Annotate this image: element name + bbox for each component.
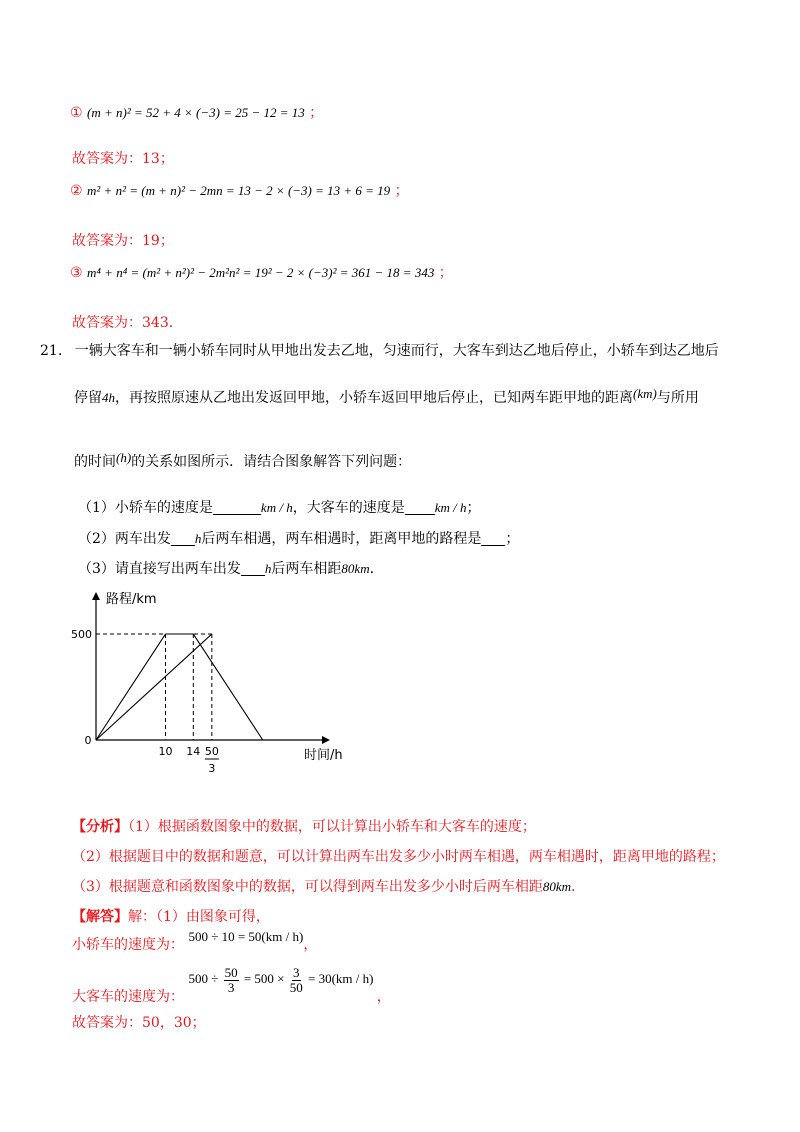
answer-1: 故答案为：13； bbox=[72, 151, 174, 167]
step-3-line bbox=[70, 262, 453, 282]
series-line-1 bbox=[96, 634, 263, 740]
series-line-2 bbox=[96, 634, 212, 740]
solution-tail-1: ， bbox=[303, 937, 318, 953]
x-tick-label-fraction-numerator: 50 bbox=[204, 745, 219, 758]
solution-tail-2: ， bbox=[376, 989, 391, 1006]
x-tick-label-10: 10 bbox=[158, 745, 173, 758]
solution-label-2: 大客车的速度为： bbox=[72, 989, 184, 1006]
solution-label-1: 小轿车的速度为： bbox=[72, 937, 184, 953]
question-3-text-b: 后两车相距 bbox=[271, 561, 342, 577]
fraction-50-over-3 bbox=[224, 966, 239, 995]
origin-label: 0 bbox=[84, 734, 92, 747]
chart-axes bbox=[85, 592, 343, 763]
question-1-text-a: （1）小轿车的速度是 bbox=[78, 500, 213, 516]
question-1-unit-2: km / h bbox=[434, 500, 467, 515]
step-3-marker: ③ bbox=[70, 265, 83, 281]
question-1-text-b: ，大客车的速度是 bbox=[292, 500, 405, 516]
step-3-tail: ； bbox=[438, 265, 453, 281]
step-2-line bbox=[70, 180, 409, 200]
analysis-line-3 bbox=[72, 876, 585, 896]
question-3-text-c: ． bbox=[369, 561, 384, 577]
question-1-unit-1: km / h bbox=[260, 500, 293, 515]
solution-math-2b: = 500 × bbox=[243, 971, 285, 987]
question-1-text-c: ； bbox=[466, 500, 481, 516]
solution-math-2c: = 30(km / h) bbox=[308, 971, 374, 987]
answer-2: 故答案为：19； bbox=[72, 233, 174, 249]
y-axis-label: 路程/km bbox=[106, 592, 157, 607]
question-3-text-a: （3）请直接写出两车出发 bbox=[78, 561, 241, 577]
step-1-expression: (m + n)² = 52 + 4 × (−3) = 25 − 12 = 13 bbox=[87, 105, 305, 120]
fraction-2-numerator: 3 bbox=[293, 965, 300, 980]
problem-math-4h: 4h bbox=[102, 390, 115, 405]
problem-text-3a: 的时间 bbox=[74, 454, 116, 470]
x-tick-label-fraction-denominator: 3 bbox=[208, 762, 216, 775]
problem-text-1: 一辆大客车和一辆小轿车同时从甲地出发去乙地，匀速而行，大客车到达乙地后停止，小轿车到达乙地后 bbox=[74, 343, 719, 359]
analysis-math-80km: 80km bbox=[542, 879, 572, 894]
problem-text-3b: 的关系如图所示．请结合图象解答下列问题： bbox=[131, 454, 412, 470]
question-1-blank-1[interactable] bbox=[213, 500, 261, 515]
question-3-blank[interactable] bbox=[241, 561, 265, 576]
step-1-line bbox=[70, 102, 323, 122]
solution-line-0 bbox=[72, 906, 270, 926]
analysis-line-1 bbox=[72, 816, 536, 836]
fraction-2-denominator: 50 bbox=[289, 980, 303, 995]
question-1-blank-2[interactable] bbox=[405, 500, 435, 515]
problem-unit-h: (h) bbox=[116, 450, 132, 465]
question-2-text-b: 后两车相遇，两车相遇时，距离甲地的路程是 bbox=[201, 531, 482, 547]
analysis-text-3a: （3）根据题意和函数图象中的数据，可以得到两车出发多少小时后两车相距 bbox=[72, 879, 543, 895]
step-2-expression: m² + n² = (m + n)² − 2mn = 13 − 2 × (−3) = 13 + 6 = 19 bbox=[87, 183, 391, 198]
question-2-blank-1[interactable] bbox=[171, 531, 195, 546]
answer-3: 故答案为：343． bbox=[72, 315, 183, 331]
question-3-unit: h bbox=[264, 561, 272, 576]
step-2-tail: ； bbox=[394, 183, 409, 199]
problem-paragraph-2 bbox=[74, 386, 699, 407]
analysis-tag: 【分析】 bbox=[72, 819, 128, 835]
y-tick-label-500: 500 bbox=[71, 628, 92, 641]
analysis-text-1: （1）根据函数图象中的数据，可以计算出小轿车和大客车的速度； bbox=[128, 819, 536, 835]
solution-text-0: 解：（1）由图象可得， bbox=[128, 909, 270, 925]
x-axis-label: 时间/h bbox=[304, 748, 343, 763]
problem-number: 21. bbox=[40, 343, 63, 359]
question-2-text-c: ； bbox=[505, 531, 520, 547]
question-2-blank-2[interactable] bbox=[481, 531, 505, 546]
solution-line-3: 故答案为：50，30； bbox=[72, 1015, 206, 1031]
solution-math-2a: 500 ÷ bbox=[188, 971, 219, 987]
solution-math-1: 500 ÷ 10 = 50(km / h) bbox=[188, 929, 304, 944]
step-1-tail: ； bbox=[309, 105, 324, 121]
question-3 bbox=[78, 558, 384, 578]
x-tick-label-14: 14 bbox=[186, 745, 201, 758]
problem-paragraph-3 bbox=[74, 450, 411, 471]
analysis-text-3b: ． bbox=[571, 879, 586, 895]
x-axis-arrow bbox=[322, 736, 330, 744]
problem-text-2b: ，再按照原速从乙地出发返回甲地，小轿车返回甲地后停止，已知两车距甲地的距离 bbox=[115, 390, 633, 406]
solution-line-2 bbox=[72, 965, 391, 1009]
step-1-marker: ① bbox=[70, 105, 83, 121]
problem-unit-km: (km) bbox=[633, 386, 657, 401]
question-2-text-a: （2）两车出发 bbox=[78, 531, 171, 547]
question-3-math-80km: 80km bbox=[341, 561, 370, 576]
distance-time-chart bbox=[71, 588, 368, 788]
y-axis-arrow bbox=[92, 592, 100, 600]
step-2-marker: ② bbox=[70, 183, 83, 199]
problem-paragraph-1 bbox=[40, 340, 719, 360]
solution-line-1 bbox=[72, 929, 318, 954]
question-2-unit: h bbox=[194, 531, 202, 546]
fraction-1-numerator: 50 bbox=[224, 965, 238, 980]
solution-math-2 bbox=[188, 965, 376, 995]
problem-text-2a: 停留 bbox=[74, 390, 102, 406]
step-3-expression: m⁴ + n⁴ = (m² + n²)² − 2m²n² = 19² − 2 × (−3)² = 361 − 18 = 343 bbox=[87, 265, 435, 280]
solution-tag: 【解答】 bbox=[72, 909, 128, 925]
problem-text-2c: 与所用 bbox=[656, 390, 699, 406]
question-1 bbox=[78, 497, 480, 517]
fraction-3-over-50 bbox=[290, 966, 303, 995]
question-2 bbox=[78, 528, 519, 548]
analysis-line-2: （2）根据题目中的数据和题意，可以计算出两车出发多少小时两车相遇，两车相遇时，距离甲地的路程； bbox=[72, 849, 725, 865]
fraction-1-denominator: 3 bbox=[227, 980, 235, 995]
